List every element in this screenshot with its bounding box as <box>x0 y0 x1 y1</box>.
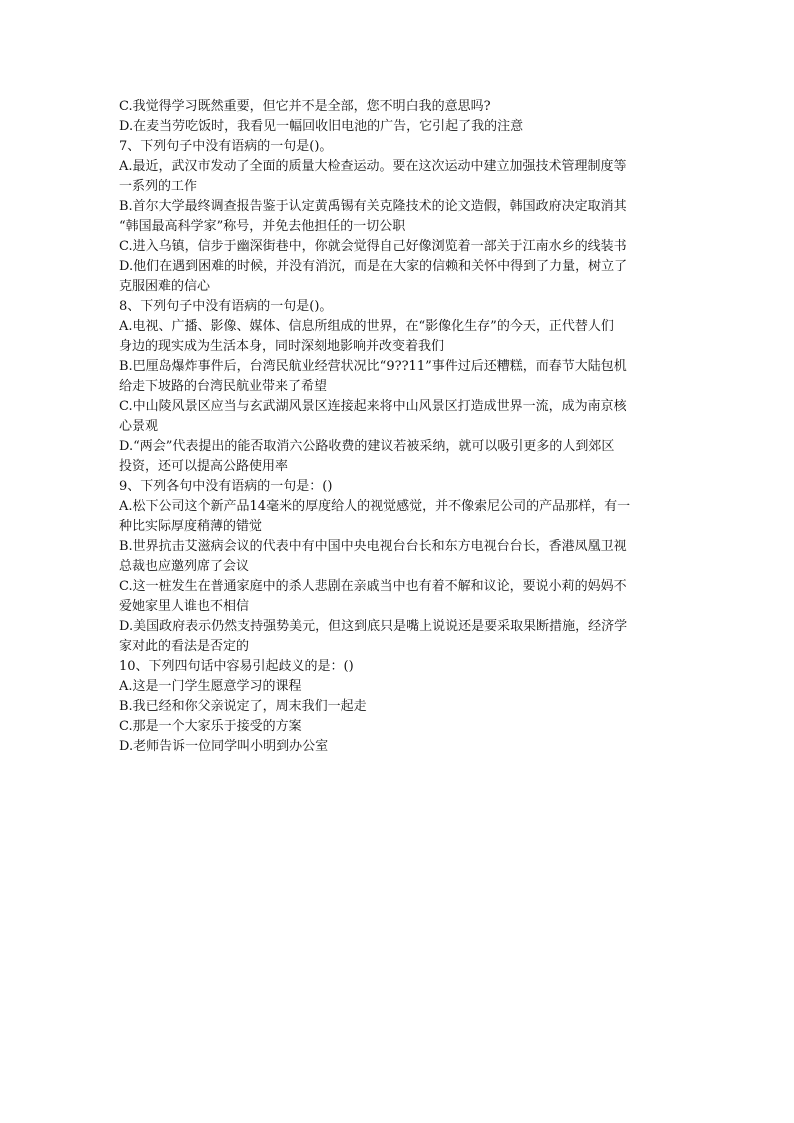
text-line: 给走下坡路的台湾民航业带来了希望 <box>119 379 328 394</box>
text-line: 爱她家里人谁也不相信 <box>119 599 250 614</box>
question-heading: 7、下列句子中没有语病的一句是()。 <box>119 139 333 154</box>
question-heading: 9、下列各句中没有语病的一句是：() <box>119 479 333 494</box>
text-line: 心景观 <box>119 419 159 434</box>
text-line: 总裁也应邀列席了会议 <box>119 559 250 574</box>
text-line: “韩国最高科学家”称号，并免去他担任的一切公职 <box>119 219 406 234</box>
text-line: B.巴厘岛爆炸事件后，台湾民航业经营状况比“9??11”事件过后还糟糕，而春节大陆包机 <box>119 359 627 374</box>
text-line: D.在麦当劳吃饭时，我看见一幅回收旧电池的广告，它引起了我的注意 <box>119 119 524 134</box>
text-line: 种比实际厚度稍薄的错觉 <box>119 519 263 534</box>
text-line: C.这一桩发生在普通家庭中的杀人悲剧在亲戚当中也有着不解和议论，要说小莉的妈妈不 <box>119 579 627 594</box>
text-line: A.最近，武汉市发动了全面的质量大检查运动。要在这次运动中建立加强技术管理制度等 <box>119 159 627 174</box>
text-line: 投资，还可以提高公路使用率 <box>119 459 289 474</box>
text-line: C.中山陵风景区应当与玄武湖风景区连接起来将中山风景区打造成世界一流，成为南京核 <box>119 399 627 414</box>
document-page <box>119 97 679 757</box>
text-line: D.他们在遇到困难的时候，并没有消沉，而是在大家的信赖和关怀中得到了力量，树立了 <box>119 259 628 274</box>
text-line: A.松下公司这个新产品14毫米的厚度给人的视觉感觉，并不像索尼公司的产品那样，有一 <box>119 499 631 514</box>
text-line: A.这是一门学生愿意学习的课程 <box>119 679 302 694</box>
text-line: C.那是一个大家乐于接受的方案 <box>119 719 302 734</box>
text-line: 一系列的工作 <box>119 179 198 194</box>
text-line: D.美国政府表示仍然支持强势美元，但这到底只是嘴上说说还是要采取果断措施，经济学 <box>119 619 628 634</box>
text-line: C.我觉得学习既然重要，但它并不是全部，您不明白我的意思吗? <box>119 99 491 114</box>
text-line: 家对此的看法是否定的 <box>119 639 250 654</box>
text-line: D.“两会”代表提出的能否取消六公路收费的建议若被采纳，就可以吸引更多的人到郊区 <box>119 439 615 454</box>
question-heading: 10、下列四句话中容易引起歧义的是：() <box>119 659 354 674</box>
text-line: 克服困难的信心 <box>119 279 211 294</box>
text-line: B.我已经和你父亲说定了，周末我们一起走 <box>119 699 367 714</box>
text-line: C.进入乌镇，信步于幽深街巷中，你就会觉得自己好像浏览着一部关于江南水乡的线装书 <box>119 239 627 254</box>
text-line: A.电视、广播、影像、媒体、信息所组成的世界，在“影像化生存”的今天，正代替人们 <box>119 319 614 334</box>
text-line: 身边的现实成为生活本身，同时深刻地影响并改变着我们 <box>119 339 445 354</box>
text-line: B.首尔大学最终调查报告鉴于认定黄禹锡有关克隆技术的论文造假，韩国政府决定取消其 <box>119 199 627 214</box>
question-heading: 8、下列句子中没有语病的一句是()。 <box>119 299 333 314</box>
text-line: D.老师告诉一位同学叫小明到办公室 <box>119 739 329 754</box>
text-line: B.世界抗击艾滋病会议的代表中有中国中央电视台台长和东方电视台台长，香港凤凰卫视 <box>119 539 627 554</box>
